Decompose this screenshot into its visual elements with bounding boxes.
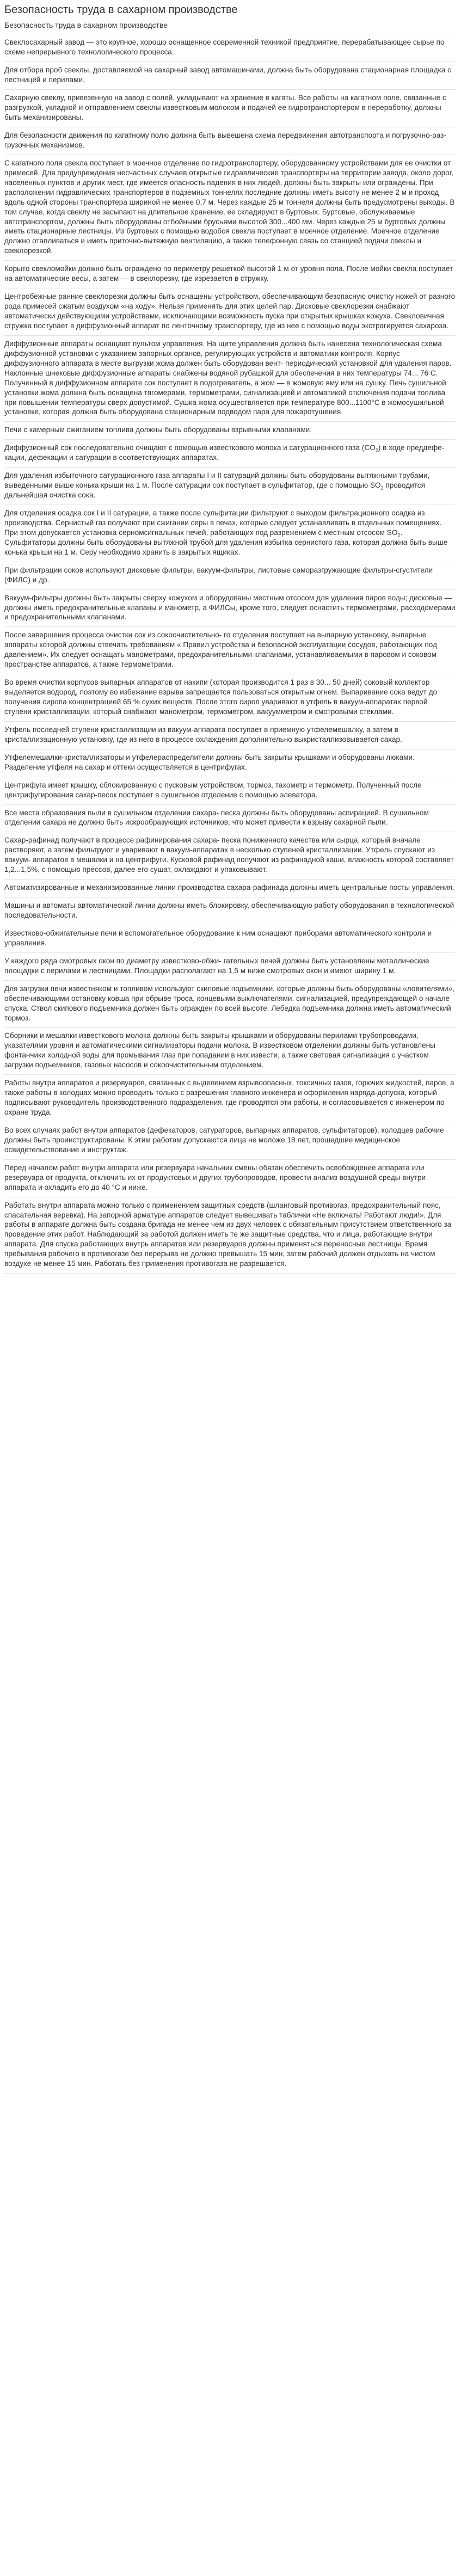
page-title: Безопасность труда в сахарном производстве <box>4 4 238 16</box>
paragraph-26: Для загрузки печи известняком и топливом используют скиповые подъемники, которые должны быть оборудованы «ловителями», обеспечивающими остановку ковша при обрыве троса, концевыми выключателями, сигнализацией, предупреждающей о начале спуска. Ствол скипового подъемника должен быть огражден по всей высоте. Лебедка подъемника должна иметь автоматический тормоз. <box>4 980 456 1024</box>
paragraph-17: Утфель последней ступени кристаллизации из вакуум-аппарата поступает в приемную утфелемешалку, а затем в кристаллизационную установку, где из него в процессе охлаждения дополнительно выкристаллизовывается сахар. <box>4 721 456 746</box>
paragraph-13: При фильтрации соков используют дисковые фильтры, вакуум-фильтры, листовые саморазгружающие фильтры-сгустители (ФИЛС) и др. <box>4 562 456 586</box>
page-subtitle: Безопасность труда в сахарном производстве <box>4 21 168 29</box>
paragraph-21: Сахар-рафинад получают в процессе рафинирования сахара- песка пониженного качества или сырца, который вначале растворяют, а затем фильтруют и уваривают в вакуум-аппаратах в несколько ступеней кристаллизации. Утфель спускают из вакуум- аппаратов в мешалки и на центрифуги. Кусковой рафинад получают из рафинадной каши, влажность которой составляет 1,2...1,5%, с помощью прессов, далее его сушат, охлаждают и упаковывают. <box>4 832 456 876</box>
paragraph-9: Печи с камерным сжиганием топлива должны быть оборудованы взрывными клапанами. <box>4 421 456 436</box>
paragraph-4: Для безопасности движения по кагатному полю должна быть вывешена схема передвижения автотранспорта и погрузочно-раз- грузочных механизмов. <box>4 127 456 151</box>
divider <box>4 1273 456 1275</box>
paragraph-6: Корыто свекломойки должно быть ограждено по периметру решеткой высотой 1 м от уровня пола. После мойки свекла поступает на автоматические весы, а затем — в свеклорезку, где изрезается в стружку. <box>4 260 456 285</box>
paragraph-24: Известково-обжигательные печи и вспомогательное оборудование к ним оснащают приборами автоматического контроля и управления. <box>4 925 456 949</box>
paragraph-29: Вo всех случаях работ внутри аппаратов (дефекаторов, сатураторов, выпарных аппаратов, сульфитаторов), колодцев рабочие должны быть проинструктированы. К этим работам допускаются лица не моложе 18 лет, прошедшие медицинское освидетельствование и инструктаж. <box>4 1122 456 1156</box>
paragraph-5: С кагатного поля свекла поступает в моечное отделение по гидротранспортеру, оборудованному устройствами для ее очистки от примесей. Для предупреждения несчастных случаев открытые гидравлические транспортеры на территории завода, около дорог, населенных пунктов и других мест, где имеется опасность падения в них людей, должны быть закрыты или ограждены. При расположении гидравлических транспортеров в подземных тоннелях последние должны иметь высоту не менее 2 м и проход вдоль одной стороны транспортера шириной не менее 0,7 м. Через каждые 25 м тоннеля должны быть предусмотрены выходы. В том случае, когда свеклу не засыпают на длительное хранение, ее складируют в буртовых. Буртовые, обслуживаемые автотранспортом, должны быть оборудованы отбойными брусьями высотой 300...400 мм. Через каждые 25 м буртовых должны иметь стационарные лестницы. Из буртовых с помощью водобоя свекла поступает в моечное отделение. Моечное отделение должно отапливаться и иметь приточно-вытяжную вентиляцию, а также телефонную связь со станцией подачи свеклы и свеклорезкой. <box>4 155 456 257</box>
article-body <box>4 34 456 1270</box>
paragraph-22: Автоматизированные и механизированные линии производства сахара-рафинада должны иметь центральные посты управления. <box>4 879 456 894</box>
paragraph-2: Для отбора проб свеклы, доставляемой на сахарный завод автомашинами, должна быть оборудована стационарная площадка с лестницей и перилами. <box>4 62 456 86</box>
paragraph-19: Центрифуга имеет крышку, сблокированную с пусковым устройством, тормоз, тахометр и термометр. Полученный после центрифугирования сахар-песок поступает в сушильное отделение с помощью элеватора. <box>4 777 456 801</box>
paragraph-1: Свеклосахарный завод — это крупное, хорошо оснащенное современной техникой предприятие, перерабатывающее сырье по схеме непрерывного технологического процесса. <box>4 34 456 58</box>
paragraph-18: Утфелемешалки-кристаллизаторы и утфелераспределители должны быть закрыты крышками и оборудованы люками. Разделение утфеля на сахар и оттеки осуществляется в центрифугах. <box>4 749 456 773</box>
paragraph-12: Для отделения осадка сок I и II сатурации, а также после сульфитации фильтруют с выходом фильтрационного осадка из производства. Сернистый газ получают при сжигании серы в печах, которые следует устанавливать в отдельных помещениях. При этом допускается установка серномсигнальных печей, работающих под разрежением с местным отсосом $SO_2$. Сульфитаторы должны быть оборудованы вытяжной трубой для удаления избытка сернистого газа, которая должна быть выше конька крыши на 1 м. Серу необходимо хранить в закрытых ящиках. <box>4 505 456 558</box>
paragraph-3: Сахарную свеклу, привезенную на завод с полей, укладывают на хранение в кагаты. Все работы на кагатном поле, связанные с разгрузкой, укладкой и отправлением свеклы известковым молоком и подачей ее гидротранспортером в переработку, должны быть механизированы. <box>4 89 456 124</box>
paragraph-25: У каждого ряда смотровых окон по диаметру известково-обжи- гательных печей должны быть установлены металлические площадки с перилами и лестницами. Площадки располагают на 1,5 м ниже смотровых окон и имеют ширину 1 м. <box>4 952 456 977</box>
paragraph-23: Машины и автоматы автоматической линии должны иметь блокировку, обеспечивающую работу оборудования в технологической последовательности. <box>4 897 456 921</box>
paragraph-8: Диффузионные аппараты оснащают пультом управления. На щите управления должна быть нанесена технологическая схема диффузионной установки с указанием запорных органов, регулирующих устройств и автоматики контроля. Корпус диффузионного аппарата в месте выгрузки жома должен быть оборудован вент- периодический установкой для удаления паров. Наклонные шнековые диффузионные аппараты снабжены водяной рубашкой для обеспечения в них температуры 74... 76 С. Полученный в диффузионном аппарате сок поступает в подогреватель, а жом — в жомовую яму или на сушку. Печь сушильной установки жома должна быть оснащена тягомерами, термометрами, сигнализацией и автоматикой отключения подачи топлива при повышении температуры сверх допустимой. Сушка жома осуществляется при температуре 800...1100°С в жомосушильной установке, которая должна быть оборудована стационарным подводом пара для пожаротушения. <box>4 335 456 419</box>
paragraph-7: Центробежные ранние свеклорезки должны быть оснащены устройством, обеспечивающим безопасную очистку ножей от разного рода примесей сжатым воздухом «на ходу». Нельзя применять для этих целей пар. Дисковые свеклорезки снабжают автоматически действующими устройствами, исключающими возможность пуска при открытых крышках кожуха. Свекловичная стружка поступает в диффузионный аппарат по ленточному транспортеру, где из нее с помощью воды экстрагируется сахароза. <box>4 288 456 332</box>
paragraph-20: Все места образования пыли в сушильном отделении сахара- песка должны быть оборудованы аспирацией. В сушильном отделении сахара не должно быть искрообразующих источников, что может привести к взрыву сахарной пыли. <box>4 804 456 829</box>
paragraph-10: Диффузионный сок последовательно очищают с помощью известкового молока и сатурационного газа $(CO_2)$ в ходе преддефе- кации, дефекации и сатурации в соответствующих аппаратах. <box>4 439 456 464</box>
paragraph-14: Вакуум-фильтры должны быть закрыты сверху кожухом и оборудованы местным отсосом для удаления паров воды; дисковые — должны иметь предохранительные клапаны и манометр, а ФИЛСы, кроме того, следует оснастить термометрами, расходомерами и предохранительными клапанами. <box>4 589 456 624</box>
paragraph-16: Во время очистки корпусов выпарных аппаратов от накипи (которая производится 1 раз в 30... 50 дней) соковый коллектор выделяется водород, поэтому во избежание взрыва запрещается пользоваться открытым огнем. Выпаривание сока ведут до получения сиропа концентрацией 65 % сухих веществ. После этого сироп уваривают в утфель в вакуум-аппаратах первой ступени кристаллизации, который снабжают манометром, термометром, вакуумметром и смотровыми стеклами. <box>4 674 456 718</box>
page <box>4 3 456 1275</box>
paragraph-15: После завершения процесса очистки сок из сокоочистительно- го отделения поступает на выпарную установку, выпарные аппараты которой должны отвечать требованиям « Правил устройства и безопасной эксплуатации сосудов, работающих под давлением». Их следует оснащать манометрами, предохранительными клапанами, устанавливаемыми в паровом и соковом пространстве аппаратов, а также термометрами. <box>4 626 456 671</box>
paragraph-28: Работы внутри аппаратов и резервуаров, связанных с выделением взрывоопасных, токсичных газов, горючих жидкостей, паров, а также работы в колодцах можно проводить только с разрешения главного инженера и оформления наряда-допуска, который подписывают руководитель производственного подразделения, где проводятся эти работы, и согласовывается с инженером по охране труда. <box>4 1074 456 1118</box>
paragraph-27: Сборники и мешалки известкового молока должны быть закрыты крышками и оборудованы перилами трубопроводами, указателями уровня и автоматическими сигнализаторы подачи молока. В известковом отделении должны быть установлены фонтанчики холодной воды для промывания глаз при попадании в них извести, а также световая сигнализация с участком загрузки подъемников, газовых насосов и сокоочистительным отделением. <box>4 1027 456 1071</box>
paragraph-31: Работать внутри аппарата можно только с применением защитных средств (шланговый противогаз, предохранительный пояс, спасательная веревка). На запорной арматуре аппаратов следует вывешивать таблички «Не включать! Работают люди!». Для работы в аппарате должна быть создана бригада не менее чем из двух человек с обязательным присутствием ответственного за проведение этих работ. Наблюдающий за работой должен иметь те же защитные средства, что и лица, работающие внутри аппарата. Для спуска работающих внутрь аппаратов или резервуаров должны применяться переносные лестницы. Время пребывания рабочего в противогазе без перерыва не должно превышать 15 мин, затем рабочий должен отдыхать на чистом воздухе не менее 15 мин. Работать без применения противогаза не разрешается. <box>4 1197 456 1270</box>
paragraph-30: Перед началом работ внутри аппарата или резервуара начальник смены обязан обеспечить освобождение аппарата или резервуара от продукта, отключить их от продуктовых и других трубопроводов, провести анализ воздушной среды внутри аппарата и охладить его до 40 °С и ниже. <box>4 1159 456 1194</box>
paragraph-11: Для удаления избыточного сатурационного газа аппараты I и II сатураций должны быть оборудованы вытяжными трубами, выведенными выше конька крыши на 1 м. После сатурации сок поступает в сульфитатор, где с помощью $SO_2$ проводится дальнейшая очистка сока. <box>4 467 456 501</box>
